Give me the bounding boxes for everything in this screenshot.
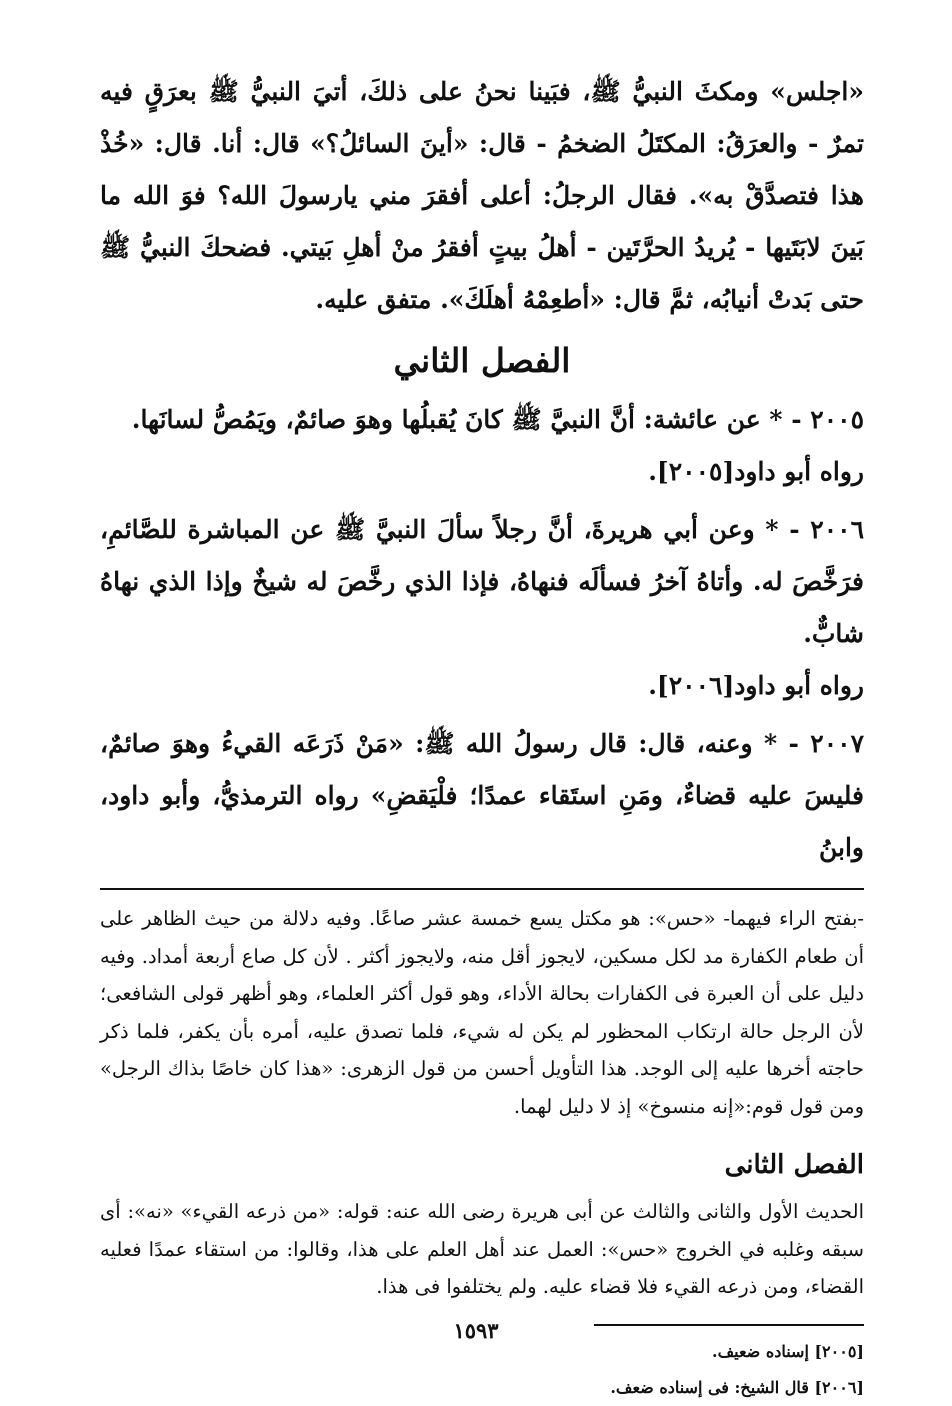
commentary-divider [100, 888, 864, 890]
main-text [100, 66, 864, 874]
hadith-2005-reference: رواه أبو داود[٢٠٠٥]. [648, 457, 864, 486]
hadith-2006: ٢٠٠٦ - * وعن أبي هريرةَ، أنَّ رجلاً سألَ النبيَّ ﷺ عن المباشرة للصَّائمِ، فرَخَّصَ له. وأتاهُ آخرُ فسألَه فنهاهُ، فإذا الذي رخَّصَ له شيخٌ وإذا الذي نهاهُ شابٌّ. [100, 515, 864, 648]
footnotes [100, 1334, 864, 1406]
section-title: الفصل الثاني [393, 341, 571, 380]
commentary-section-title: الفصل الثانى [724, 1150, 864, 1180]
hadith-continuation: «اجلس» ومكثَ النبيُّ ﷺ، فبَينا نحنُ على ذلكَ، أتيَ النبيُّ ﷺ بعرَقٍ فيه تمرٌ - والعرَقُ: المكتَلُ الضخمُ - قال: «أينَ السائلُ؟» قال: أنا. قال: «خُذْ هذا فتصدَّقْ به». فقال الرجلُ: أعلى أفقرَ مني يارسولَ الله؟ فوَ الله ما بَينَ لابَتَيها - يُريدُ الحرَّتَين - أهلُ بيتٍ أفقرُ منْ أهلِ بَيتي. فضحكَ النبيُّ ﷺ حتى بَدتْ أنيابُه، ثمَّ قال: «أطعِمْهُ أهلَكَ». متفق عليه. [100, 77, 864, 314]
footnote-2005: [٢٠٠٥] إسناده ضعيف. [712, 1341, 864, 1361]
hadith-2006-reference: رواه أبو داود[٢٠٠٦]. [648, 671, 864, 700]
hadith-2007: ٢٠٠٧ - * وعنه، قال: قال رسولُ الله ﷺ: «مَنْ ذَرَعَه القيءُ وهوَ صائمٌ، فليسَ عليه قضاءٌ، ومَنِ استَقاء عمدًا؛ فلْيَقضِ» رواه الترمذيُّ، وأبو داود، وابنُ [100, 729, 864, 862]
commentary [100, 900, 864, 1306]
footnote-2006: [٢٠٠٦] قال الشيخ: فى إسناده ضعف. [610, 1377, 864, 1397]
commentary-paragraph-2: الحديث الأول والثانى والثالث عن أبى هريرة رضى الله عنه: قوله: «من ذرعه القيء» «نه»: أى سبقه وغلبه في الخروج «حس»: العمل عند أهل العلم على هذا، وقالوا: من استقاء عمدًا فعليه القضاء، ومن ذرعه القيء فلا قضاء عليه. ولم يختلفوا فى هذا. [100, 1200, 864, 1298]
commentary-paragraph: -بفتح الراء فيهما- «حس»: هو مكتل يسع خمسة عشر صاعًا. وفيه دلالة من حيث الظاهر على أن طعام الكفارة مد لكل مسكين، لايجوز أقل منه، ولايجوز أكثر . لأن كل صاع أربعة أمداد. وفيه دليل على أن العبرة فى الكفارات بحالة الأداء، وهو قول أكثر العلماء، وهو أظهر قولى الشافعى؛ لأن الرجل حالة ارتكاب المحظور لم يكن له شيء، فلما تصدق عليه، أمره بأن يكفر، فلما ذكر حاجته أخرها عليه إلى الوجد. هذا التأويل أحسن من قول الزهرى: «هذا كان خاصًا بذاك الرجل» ومن قول قوم:«إنه منسوخ» إذ لا دليل لهما. [100, 907, 865, 1118]
hadith-2005: ٢٠٠٥ - * عن عائشة: أنَّ النبيَّ ﷺ كانَ يُقبلُها وهوَ صائمٌ، ويَمُصُّ لسانَها. [131, 405, 864, 434]
page-number: ١٥٩٣ [453, 1318, 499, 1343]
